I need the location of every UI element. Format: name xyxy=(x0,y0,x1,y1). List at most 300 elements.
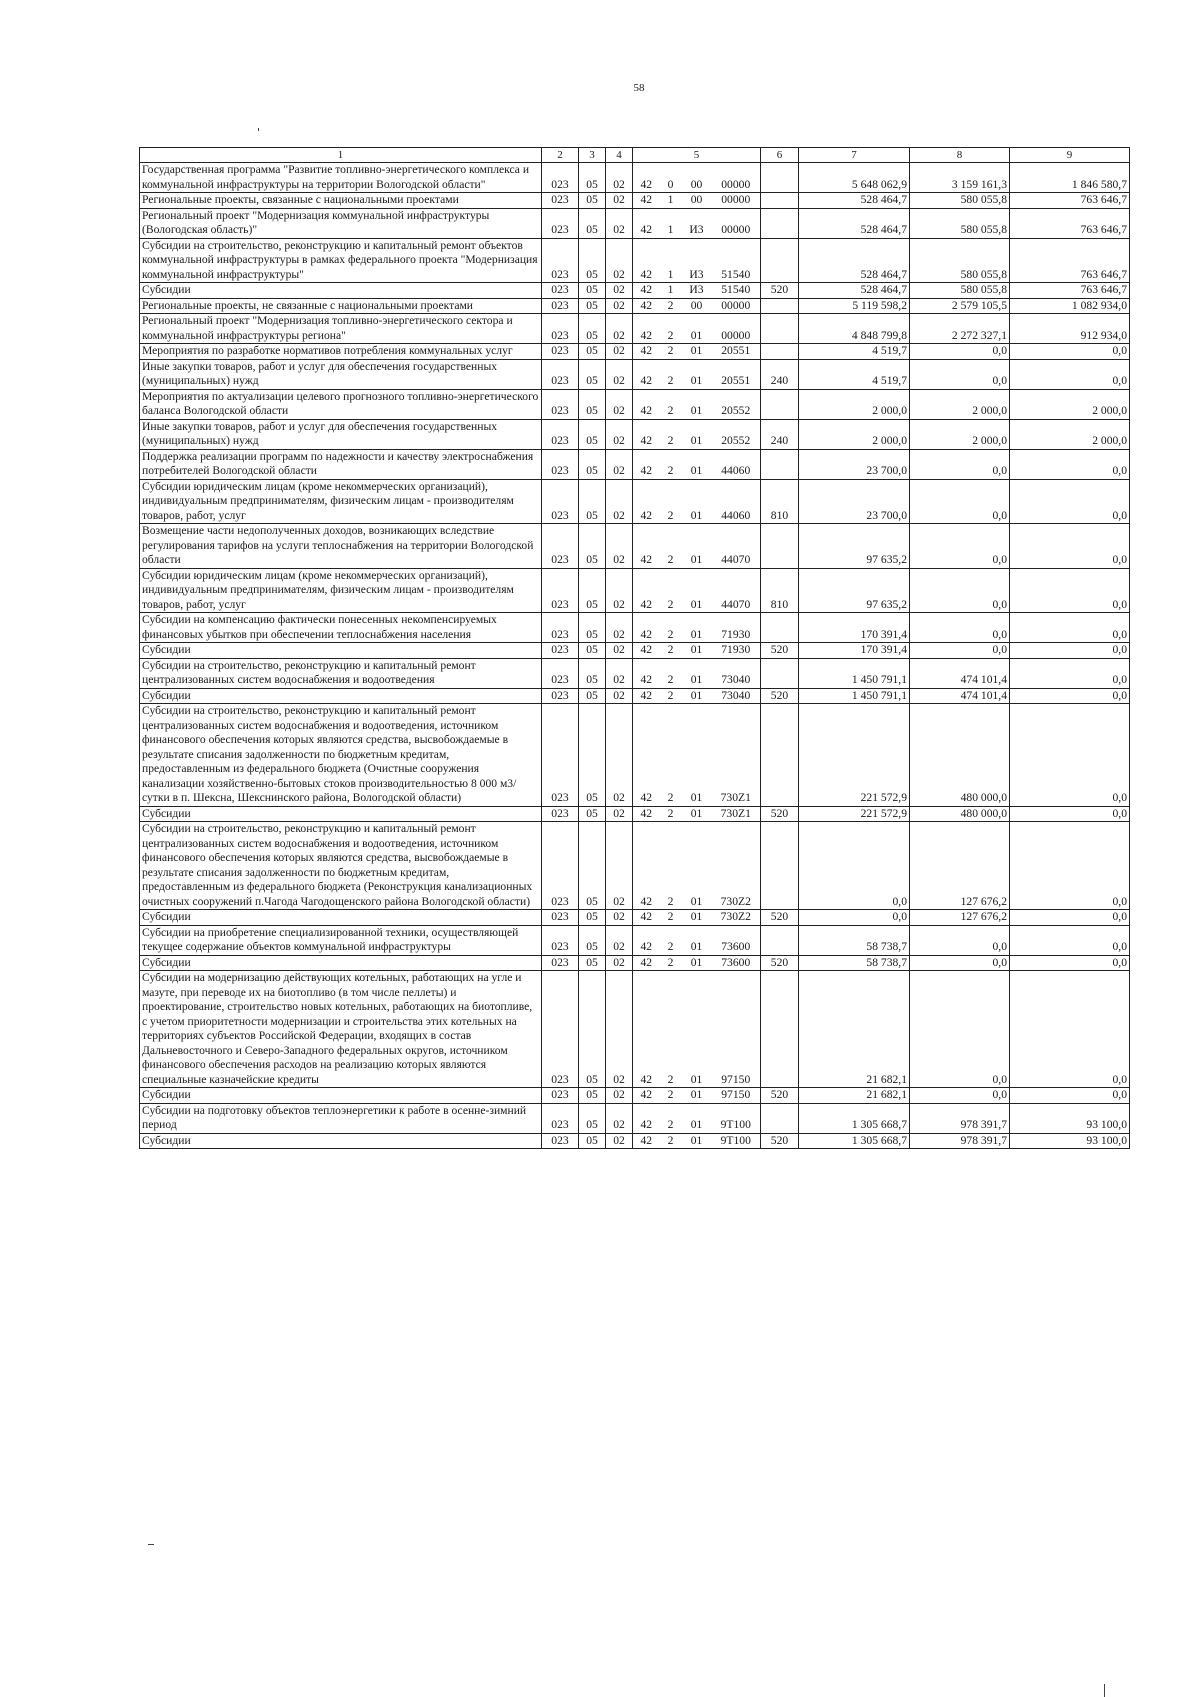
col-5-program: 42 xyxy=(633,238,660,283)
col-4-code: 02 xyxy=(606,1088,633,1104)
col-6-expense-type: 520 xyxy=(761,806,799,822)
col-5-direction: 71930 xyxy=(712,613,761,643)
col-3-code: 05 xyxy=(579,479,606,524)
col-6-expense-type xyxy=(761,971,799,1088)
col-2-code: 023 xyxy=(542,568,579,613)
col-5-direction: 44070 xyxy=(712,568,761,613)
col-8-amount: 3 159 161,3 xyxy=(910,163,1010,193)
col-8-amount: 580 055,8 xyxy=(910,193,1010,209)
col-4-code: 02 xyxy=(606,449,633,479)
col-5-direction: 44060 xyxy=(712,449,761,479)
row-name: Субсидии на строительство, реконструкцию и капитальный ремонт централизованных систем водоснабжения и водоотведения, источником финансового обеспечения которых являются средства, высвобождаемые в результате списания задолженности по бюджетным кредитам, предоставленным из федерального бюджета (Очистные сооружения канализации хозяйственно-бытовых стоков производительностью 8 000 м3/сутки в п. Шексна, Шекснинского района, Вологодской области) xyxy=(140,704,542,807)
col-5-direction: 73600 xyxy=(712,955,761,971)
col-5-program: 42 xyxy=(633,806,660,822)
table-row xyxy=(140,359,1130,389)
col-5-direction: 00000 xyxy=(712,193,761,209)
col-4-code: 02 xyxy=(606,955,633,971)
row-name: Субсидии xyxy=(140,643,542,659)
col-8-amount: 0,0 xyxy=(910,479,1010,524)
col-5-direction: 73040 xyxy=(712,658,761,688)
col-4-code: 02 xyxy=(606,283,633,299)
table-row xyxy=(140,163,1130,193)
col-2-code: 023 xyxy=(542,704,579,807)
col-4-code: 02 xyxy=(606,1133,633,1149)
col-7-amount: 2 000,0 xyxy=(799,389,910,419)
col-5-program: 42 xyxy=(633,971,660,1088)
col-5-subprogram: 2 xyxy=(660,314,682,344)
row-name: Субсидии на строительство, реконструкцию и капитальный ремонт централизованных систем водоснабжения и водоотведения, источником финансового обеспечения которых являются средства, высвобождаемые в результате списания задолженности по бюджетным кредитам, предоставленным из федерального бюджета (Реконструкция канализационных очистных сооружений п.Чагода Чагодощенского района Вологодской области) xyxy=(140,822,542,910)
col-7-amount: 97 635,2 xyxy=(799,524,910,569)
col-5-direction: 20551 xyxy=(712,359,761,389)
table-row xyxy=(140,704,1130,807)
table-row xyxy=(140,1103,1130,1133)
col-5-project: 01 xyxy=(682,419,712,449)
col-6-expense-type xyxy=(761,389,799,419)
col-5-program: 42 xyxy=(633,955,660,971)
col-6-expense-type: 520 xyxy=(761,688,799,704)
col-6-expense-type xyxy=(761,344,799,360)
col-7-amount: 1 305 668,7 xyxy=(799,1103,910,1133)
col-5-direction: 51540 xyxy=(712,238,761,283)
col-5-program: 42 xyxy=(633,449,660,479)
col-5-project: 00 xyxy=(682,193,712,209)
col-2-code: 023 xyxy=(542,910,579,926)
table-row xyxy=(140,643,1130,659)
col-4-code: 02 xyxy=(606,163,633,193)
row-name: Возмещение части недополученных доходов, возникающих вследствие регулирования тарифов на услуги теплоснабжения на территории Вологодской области xyxy=(140,524,542,569)
header-col-1: 1 xyxy=(140,148,542,163)
col-2-code: 023 xyxy=(542,955,579,971)
col-4-code: 02 xyxy=(606,419,633,449)
col-3-code: 05 xyxy=(579,806,606,822)
col-5-subprogram: 2 xyxy=(660,925,682,955)
col-4-code: 02 xyxy=(606,524,633,569)
col-5-program: 42 xyxy=(633,419,660,449)
col-5-project: 01 xyxy=(682,524,712,569)
row-name: Субсидии xyxy=(140,283,542,299)
col-5-program: 42 xyxy=(633,1103,660,1133)
col-7-amount: 0,0 xyxy=(799,910,910,926)
col-7-amount: 58 738,7 xyxy=(799,955,910,971)
col-8-amount: 2 272 327,1 xyxy=(910,314,1010,344)
col-9-amount: 0,0 xyxy=(1010,524,1130,569)
col-5-subprogram: 2 xyxy=(660,643,682,659)
col-2-code: 023 xyxy=(542,283,579,299)
header-col-8: 8 xyxy=(910,148,1010,163)
col-7-amount: 528 464,7 xyxy=(799,193,910,209)
col-6-expense-type: 810 xyxy=(761,568,799,613)
col-2-code: 023 xyxy=(542,479,579,524)
row-name: Региональные проекты, связанные с национальными проектами xyxy=(140,193,542,209)
col-8-amount: 474 101,4 xyxy=(910,658,1010,688)
col-9-amount: 1 846 580,7 xyxy=(1010,163,1130,193)
row-name: Региональный проект "Модернизация коммунальной инфраструктуры (Вологодская область)" xyxy=(140,208,542,238)
col-5-project: 01 xyxy=(682,643,712,659)
col-2-code: 023 xyxy=(542,524,579,569)
col-2-code: 023 xyxy=(542,822,579,910)
table-row xyxy=(140,955,1130,971)
header-col-7: 7 xyxy=(799,148,910,163)
col-5-subprogram: 2 xyxy=(660,658,682,688)
col-5-project: 01 xyxy=(682,344,712,360)
col-3-code: 05 xyxy=(579,925,606,955)
col-5-program: 42 xyxy=(633,283,660,299)
col-8-amount: 0,0 xyxy=(910,971,1010,1088)
col-5-subprogram: 2 xyxy=(660,344,682,360)
col-5-subprogram: 0 xyxy=(660,163,682,193)
col-5-direction: 71930 xyxy=(712,643,761,659)
row-name: Субсидии на модернизацию действующих котельных, работающих на угле и мазуте, при переводе их на биотопливо (в том числе пеллеты) и проектирование, строительство новых котельных, работающих на биотопливе, с учетом приоритетности модернизации и строительства этих котельных на территориях субъектов Российской Федерации, входящих в состав Дальневосточного и Северо-Западного федеральных округов, источником финансового обеспечения расходов на реализацию которых являются специальные казначейские кредиты xyxy=(140,971,542,1088)
col-5-program: 42 xyxy=(633,1088,660,1104)
col-8-amount: 580 055,8 xyxy=(910,208,1010,238)
col-5-project: 00 xyxy=(682,163,712,193)
table-row xyxy=(140,910,1130,926)
col-2-code: 023 xyxy=(542,1088,579,1104)
col-3-code: 05 xyxy=(579,955,606,971)
col-7-amount: 1 450 791,1 xyxy=(799,688,910,704)
col-8-amount: 580 055,8 xyxy=(910,283,1010,299)
col-7-amount: 170 391,4 xyxy=(799,613,910,643)
col-4-code: 02 xyxy=(606,389,633,419)
col-3-code: 05 xyxy=(579,910,606,926)
col-7-amount: 23 700,0 xyxy=(799,479,910,524)
col-2-code: 023 xyxy=(542,208,579,238)
header-row xyxy=(140,148,1130,163)
col-5-project: 01 xyxy=(682,1088,712,1104)
col-4-code: 02 xyxy=(606,568,633,613)
col-7-amount: 2 000,0 xyxy=(799,419,910,449)
table-body xyxy=(140,163,1130,1149)
row-name: Поддержка реализации программ по надежности и качеству электроснабжения потребителей Вологодской области xyxy=(140,449,542,479)
row-name: Субсидии xyxy=(140,1133,542,1149)
col-5-subprogram: 1 xyxy=(660,238,682,283)
col-7-amount: 4 519,7 xyxy=(799,344,910,360)
table-row xyxy=(140,971,1130,1088)
col-5-program: 42 xyxy=(633,925,660,955)
col-4-code: 02 xyxy=(606,238,633,283)
col-5-program: 42 xyxy=(633,704,660,807)
col-8-amount: 2 000,0 xyxy=(910,389,1010,419)
row-name: Субсидии на компенсацию фактически понесенных некомпенсируемых финансовых убытков при обеспечении теплоснабжения населения xyxy=(140,613,542,643)
col-5-program: 42 xyxy=(633,344,660,360)
col-7-amount: 21 682,1 xyxy=(799,971,910,1088)
col-5-direction: 51540 xyxy=(712,283,761,299)
table-row xyxy=(140,238,1130,283)
row-name: Мероприятия по разработке нормативов потребления коммунальных услуг xyxy=(140,344,542,360)
col-6-expense-type xyxy=(761,449,799,479)
col-7-amount: 221 572,9 xyxy=(799,806,910,822)
col-6-expense-type xyxy=(761,1103,799,1133)
col-5-direction: 73040 xyxy=(712,688,761,704)
col-4-code: 02 xyxy=(606,704,633,807)
col-2-code: 023 xyxy=(542,688,579,704)
col-2-code: 023 xyxy=(542,389,579,419)
col-3-code: 05 xyxy=(579,449,606,479)
col-5-program: 42 xyxy=(633,688,660,704)
col-5-project: 01 xyxy=(682,822,712,910)
col-3-code: 05 xyxy=(579,238,606,283)
col-3-code: 05 xyxy=(579,1103,606,1133)
page-number: 58 xyxy=(633,82,645,94)
col-5-project: 01 xyxy=(682,955,712,971)
row-name: Региональный проект "Модернизация топливно-энергетического сектора и коммунальной инфраструктуры региона" xyxy=(140,314,542,344)
col-5-project: 01 xyxy=(682,688,712,704)
table-row xyxy=(140,1088,1130,1104)
col-5-program: 42 xyxy=(633,163,660,193)
col-8-amount: 480 000,0 xyxy=(910,806,1010,822)
col-3-code: 05 xyxy=(579,568,606,613)
col-4-code: 02 xyxy=(606,314,633,344)
table-row xyxy=(140,389,1130,419)
table-row xyxy=(140,419,1130,449)
col-9-amount: 0,0 xyxy=(1010,449,1130,479)
col-3-code: 05 xyxy=(579,704,606,807)
col-9-amount: 0,0 xyxy=(1010,806,1130,822)
col-5-project: 01 xyxy=(682,613,712,643)
col-5-direction: 20552 xyxy=(712,419,761,449)
col-4-code: 02 xyxy=(606,344,633,360)
col-8-amount: 0,0 xyxy=(910,524,1010,569)
col-5-subprogram: 2 xyxy=(660,479,682,524)
col-3-code: 05 xyxy=(579,822,606,910)
col-7-amount: 4 519,7 xyxy=(799,359,910,389)
col-2-code: 023 xyxy=(542,613,579,643)
col-9-amount: 93 100,0 xyxy=(1010,1133,1130,1149)
col-5-direction: 44070 xyxy=(712,524,761,569)
col-2-code: 023 xyxy=(542,925,579,955)
col-5-subprogram: 2 xyxy=(660,389,682,419)
col-5-project: 01 xyxy=(682,806,712,822)
col-7-amount: 4 848 799,8 xyxy=(799,314,910,344)
col-5-subprogram: 1 xyxy=(660,208,682,238)
col-2-code: 023 xyxy=(542,238,579,283)
col-7-amount: 21 682,1 xyxy=(799,1088,910,1104)
col-5-program: 42 xyxy=(633,208,660,238)
col-5-direction: 00000 xyxy=(712,208,761,238)
table-row xyxy=(140,568,1130,613)
col-5-program: 42 xyxy=(633,613,660,643)
col-5-project: 01 xyxy=(682,925,712,955)
col-5-project: И3 xyxy=(682,238,712,283)
col-2-code: 023 xyxy=(542,314,579,344)
col-5-project: 01 xyxy=(682,479,712,524)
col-7-amount: 23 700,0 xyxy=(799,449,910,479)
col-3-code: 05 xyxy=(579,208,606,238)
col-5-project: 01 xyxy=(682,359,712,389)
col-9-amount: 763 646,7 xyxy=(1010,208,1130,238)
col-6-expense-type xyxy=(761,163,799,193)
row-name: Иные закупки товаров, работ и услуг для обеспечения государственных (муниципальных) нужд xyxy=(140,359,542,389)
stray-mark xyxy=(1104,1684,1105,1697)
table-row xyxy=(140,688,1130,704)
col-9-amount: 763 646,7 xyxy=(1010,193,1130,209)
col-2-code: 023 xyxy=(542,971,579,1088)
col-5-project: 01 xyxy=(682,314,712,344)
col-5-program: 42 xyxy=(633,359,660,389)
col-4-code: 02 xyxy=(606,193,633,209)
col-8-amount: 0,0 xyxy=(910,344,1010,360)
row-name: Иные закупки товаров, работ и услуг для обеспечения государственных (муниципальных) нужд xyxy=(140,419,542,449)
col-5-program: 42 xyxy=(633,1133,660,1149)
col-5-program: 42 xyxy=(633,524,660,569)
col-9-amount: 0,0 xyxy=(1010,704,1130,807)
col-2-code: 023 xyxy=(542,359,579,389)
col-6-expense-type xyxy=(761,314,799,344)
col-9-amount: 0,0 xyxy=(1010,568,1130,613)
col-7-amount: 58 738,7 xyxy=(799,925,910,955)
table-row xyxy=(140,344,1130,360)
col-5-project: 01 xyxy=(682,971,712,1088)
col-5-subprogram: 2 xyxy=(660,955,682,971)
col-2-code: 023 xyxy=(542,419,579,449)
col-3-code: 05 xyxy=(579,419,606,449)
col-5-subprogram: 2 xyxy=(660,1133,682,1149)
stray-mark xyxy=(258,128,259,131)
col-6-expense-type: 520 xyxy=(761,283,799,299)
col-4-code: 02 xyxy=(606,479,633,524)
col-4-code: 02 xyxy=(606,613,633,643)
col-5-direction: 00000 xyxy=(712,314,761,344)
col-5-program: 42 xyxy=(633,298,660,314)
col-4-code: 02 xyxy=(606,688,633,704)
col-2-code: 023 xyxy=(542,643,579,659)
col-5-program: 42 xyxy=(633,568,660,613)
col-2-code: 023 xyxy=(542,298,579,314)
row-name: Субсидии на приобретение специализированной техники, осуществляющей текущее содержание объектов коммунальной инфраструктуры xyxy=(140,925,542,955)
col-8-amount: 0,0 xyxy=(910,359,1010,389)
row-name: Субсидии xyxy=(140,688,542,704)
col-6-expense-type xyxy=(761,298,799,314)
col-5-subprogram: 2 xyxy=(660,1088,682,1104)
col-9-amount: 0,0 xyxy=(1010,643,1130,659)
col-3-code: 05 xyxy=(579,613,606,643)
col-8-amount: 0,0 xyxy=(910,568,1010,613)
col-5-subprogram: 2 xyxy=(660,806,682,822)
col-5-direction: 9Т100 xyxy=(712,1133,761,1149)
col-3-code: 05 xyxy=(579,193,606,209)
col-8-amount: 0,0 xyxy=(910,613,1010,643)
col-9-amount: 763 646,7 xyxy=(1010,283,1130,299)
col-7-amount: 170 391,4 xyxy=(799,643,910,659)
col-6-expense-type: 240 xyxy=(761,359,799,389)
header-col-2: 2 xyxy=(542,148,579,163)
table-row xyxy=(140,822,1130,910)
col-6-expense-type: 240 xyxy=(761,419,799,449)
table-row xyxy=(140,613,1130,643)
col-7-amount: 528 464,7 xyxy=(799,208,910,238)
col-5-direction: 730Z2 xyxy=(712,910,761,926)
col-7-amount: 5 119 598,2 xyxy=(799,298,910,314)
table-row xyxy=(140,806,1130,822)
col-5-direction: 44060 xyxy=(712,479,761,524)
col-3-code: 05 xyxy=(579,643,606,659)
col-5-project: 01 xyxy=(682,1133,712,1149)
col-4-code: 02 xyxy=(606,208,633,238)
col-4-code: 02 xyxy=(606,298,633,314)
col-3-code: 05 xyxy=(579,344,606,360)
col-9-amount: 2 000,0 xyxy=(1010,389,1130,419)
table-row xyxy=(140,314,1130,344)
col-5-program: 42 xyxy=(633,193,660,209)
col-3-code: 05 xyxy=(579,688,606,704)
col-5-program: 42 xyxy=(633,479,660,524)
col-5-subprogram: 2 xyxy=(660,359,682,389)
col-5-program: 42 xyxy=(633,389,660,419)
col-5-project: И3 xyxy=(682,283,712,299)
col-5-subprogram: 2 xyxy=(660,568,682,613)
col-5-project: 01 xyxy=(682,910,712,926)
col-5-project: 01 xyxy=(682,568,712,613)
col-2-code: 023 xyxy=(542,1103,579,1133)
col-9-amount: 0,0 xyxy=(1010,955,1130,971)
col-5-direction: 20551 xyxy=(712,344,761,360)
col-3-code: 05 xyxy=(579,359,606,389)
col-5-subprogram: 2 xyxy=(660,298,682,314)
col-2-code: 023 xyxy=(542,163,579,193)
col-5-direction: 00000 xyxy=(712,163,761,193)
col-6-expense-type xyxy=(761,208,799,238)
col-4-code: 02 xyxy=(606,806,633,822)
col-5-direction: 9Т100 xyxy=(712,1103,761,1133)
header-col-4: 4 xyxy=(606,148,633,163)
header-col-9: 9 xyxy=(1010,148,1130,163)
table-row xyxy=(140,208,1130,238)
row-name: Субсидии xyxy=(140,1088,542,1104)
col-8-amount: 978 391,7 xyxy=(910,1133,1010,1149)
col-3-code: 05 xyxy=(579,1133,606,1149)
col-6-expense-type xyxy=(761,524,799,569)
col-7-amount: 0,0 xyxy=(799,822,910,910)
col-7-amount: 1 450 791,1 xyxy=(799,658,910,688)
col-8-amount: 474 101,4 xyxy=(910,688,1010,704)
col-9-amount: 0,0 xyxy=(1010,822,1130,910)
table-row xyxy=(140,925,1130,955)
col-3-code: 05 xyxy=(579,658,606,688)
table-row xyxy=(140,283,1130,299)
col-2-code: 023 xyxy=(542,806,579,822)
col-8-amount: 2 579 105,5 xyxy=(910,298,1010,314)
col-9-amount: 0,0 xyxy=(1010,910,1130,926)
col-4-code: 02 xyxy=(606,822,633,910)
col-5-direction: 730Z2 xyxy=(712,822,761,910)
col-2-code: 023 xyxy=(542,449,579,479)
col-6-expense-type: 520 xyxy=(761,1088,799,1104)
row-name: Субсидии xyxy=(140,955,542,971)
col-9-amount: 763 646,7 xyxy=(1010,238,1130,283)
col-6-expense-type xyxy=(761,658,799,688)
col-9-amount: 0,0 xyxy=(1010,1088,1130,1104)
col-8-amount: 480 000,0 xyxy=(910,704,1010,807)
col-6-expense-type: 520 xyxy=(761,643,799,659)
col-7-amount: 528 464,7 xyxy=(799,283,910,299)
col-5-subprogram: 2 xyxy=(660,613,682,643)
col-5-project: 01 xyxy=(682,704,712,807)
col-7-amount: 5 648 062,9 xyxy=(799,163,910,193)
col-3-code: 05 xyxy=(579,298,606,314)
col-6-expense-type: 810 xyxy=(761,479,799,524)
col-4-code: 02 xyxy=(606,910,633,926)
col-5-program: 42 xyxy=(633,643,660,659)
col-4-code: 02 xyxy=(606,643,633,659)
col-8-amount: 0,0 xyxy=(910,1088,1010,1104)
header-col-3: 3 xyxy=(579,148,606,163)
col-6-expense-type xyxy=(761,238,799,283)
col-9-amount: 0,0 xyxy=(1010,658,1130,688)
col-9-amount: 1 082 934,0 xyxy=(1010,298,1130,314)
col-9-amount: 0,0 xyxy=(1010,344,1130,360)
col-5-subprogram: 2 xyxy=(660,688,682,704)
table-row xyxy=(140,449,1130,479)
